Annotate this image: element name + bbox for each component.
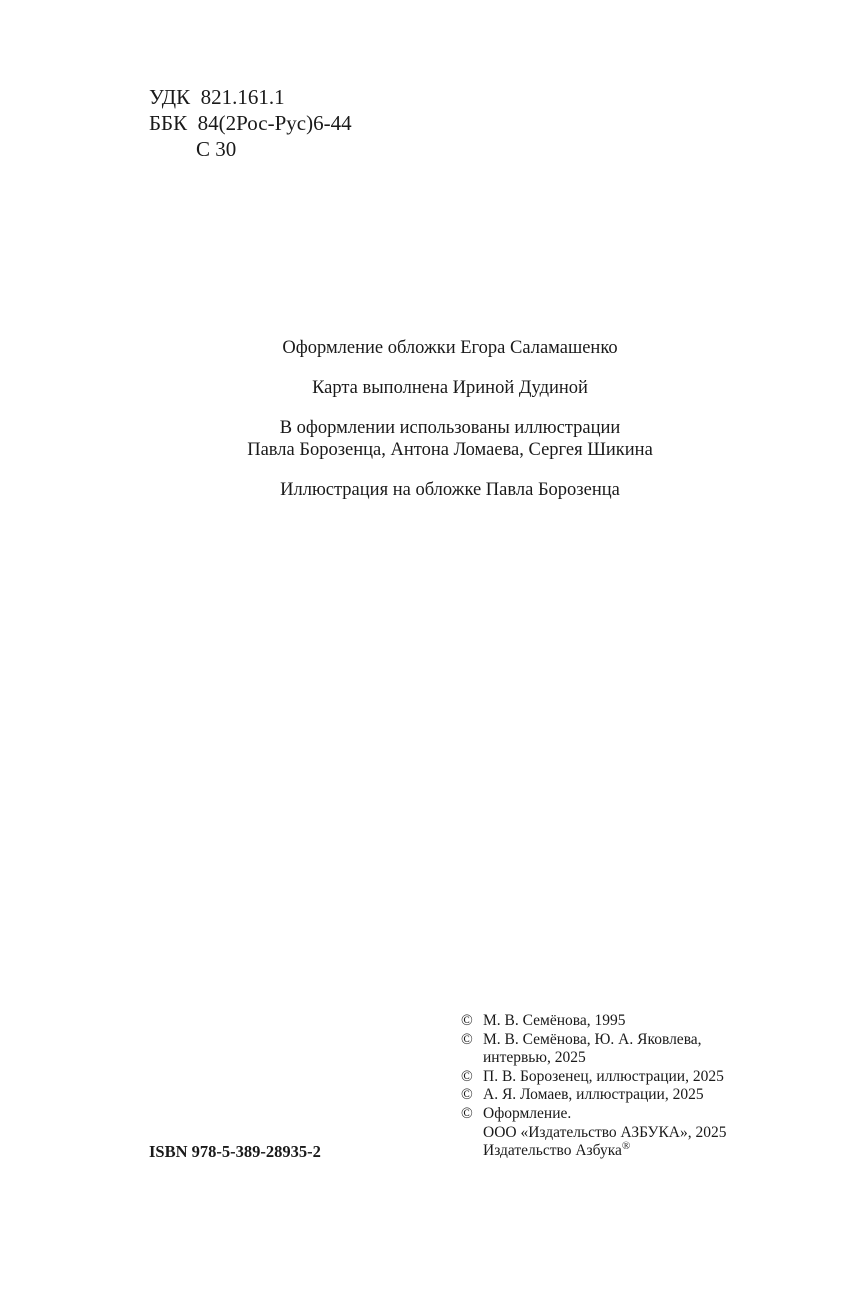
copyright-entry — [461, 1086, 727, 1105]
cover-illustration-credit: Иллюстрация на обложке Павла Борозенца — [280, 480, 620, 500]
copyright-symbol: © — [461, 1086, 473, 1104]
publisher-line — [483, 1142, 727, 1161]
udk-label: УДК — [149, 85, 191, 109]
illustrations-credit — [0, 417, 856, 461]
publisher-name: Издательство Азбука — [483, 1142, 622, 1160]
bbk-label: ББК — [149, 111, 188, 135]
udk-value: 821.161.1 — [200, 85, 285, 109]
bbk-value: 84(2Рос-Рус)6-44 — [197, 111, 352, 135]
copyright-entry — [461, 1105, 727, 1161]
cover-design-credit: Оформление обложки Егора Саламашенко — [282, 338, 618, 358]
copyright-symbol: © — [461, 1030, 473, 1048]
copyright-line: А. Я. Ломаев, иллюстрации, 2025 — [483, 1086, 704, 1104]
illustrations-credit-line2: Павла Борозенца, Антона Ломаева, Сергея Шикина — [247, 440, 653, 460]
copyright-line: Оформление. — [483, 1104, 572, 1122]
classification-block — [149, 84, 352, 162]
copyright-line: М. В. Семёнова, 1995 — [483, 1012, 626, 1029]
map-credit: Карта выполнена Ириной Дудиной — [312, 378, 588, 398]
illustrations-credit-line1: В оформлении использованы иллюстрации — [279, 418, 621, 438]
credits-block — [0, 337, 856, 519]
copyright-symbol: © — [461, 1104, 473, 1122]
copyright-entry — [461, 1012, 727, 1031]
author-code: С 30 — [196, 137, 237, 161]
bbk-row — [149, 110, 352, 136]
copyright-symbol: © — [461, 1067, 473, 1085]
copyright-symbol: © — [461, 1012, 473, 1029]
copyright-line: М. В. Семёнова, Ю. А. Яковлева, — [483, 1030, 702, 1048]
copyright-entry — [461, 1031, 727, 1068]
udk-row — [149, 84, 352, 110]
isbn: ISBN 978-5-389-28935-2 — [149, 1142, 321, 1161]
copyright-line: П. В. Борозенец, иллюстрации, 2025 — [483, 1067, 724, 1085]
copyright-line: ООО «Издательство АЗБУКА», 2025 — [483, 1123, 727, 1141]
copyright-notices — [461, 1012, 727, 1161]
copyright-line: интервью, 2025 — [483, 1049, 586, 1067]
copyright-entry — [461, 1068, 727, 1087]
registered-mark: ® — [621, 1140, 631, 1152]
